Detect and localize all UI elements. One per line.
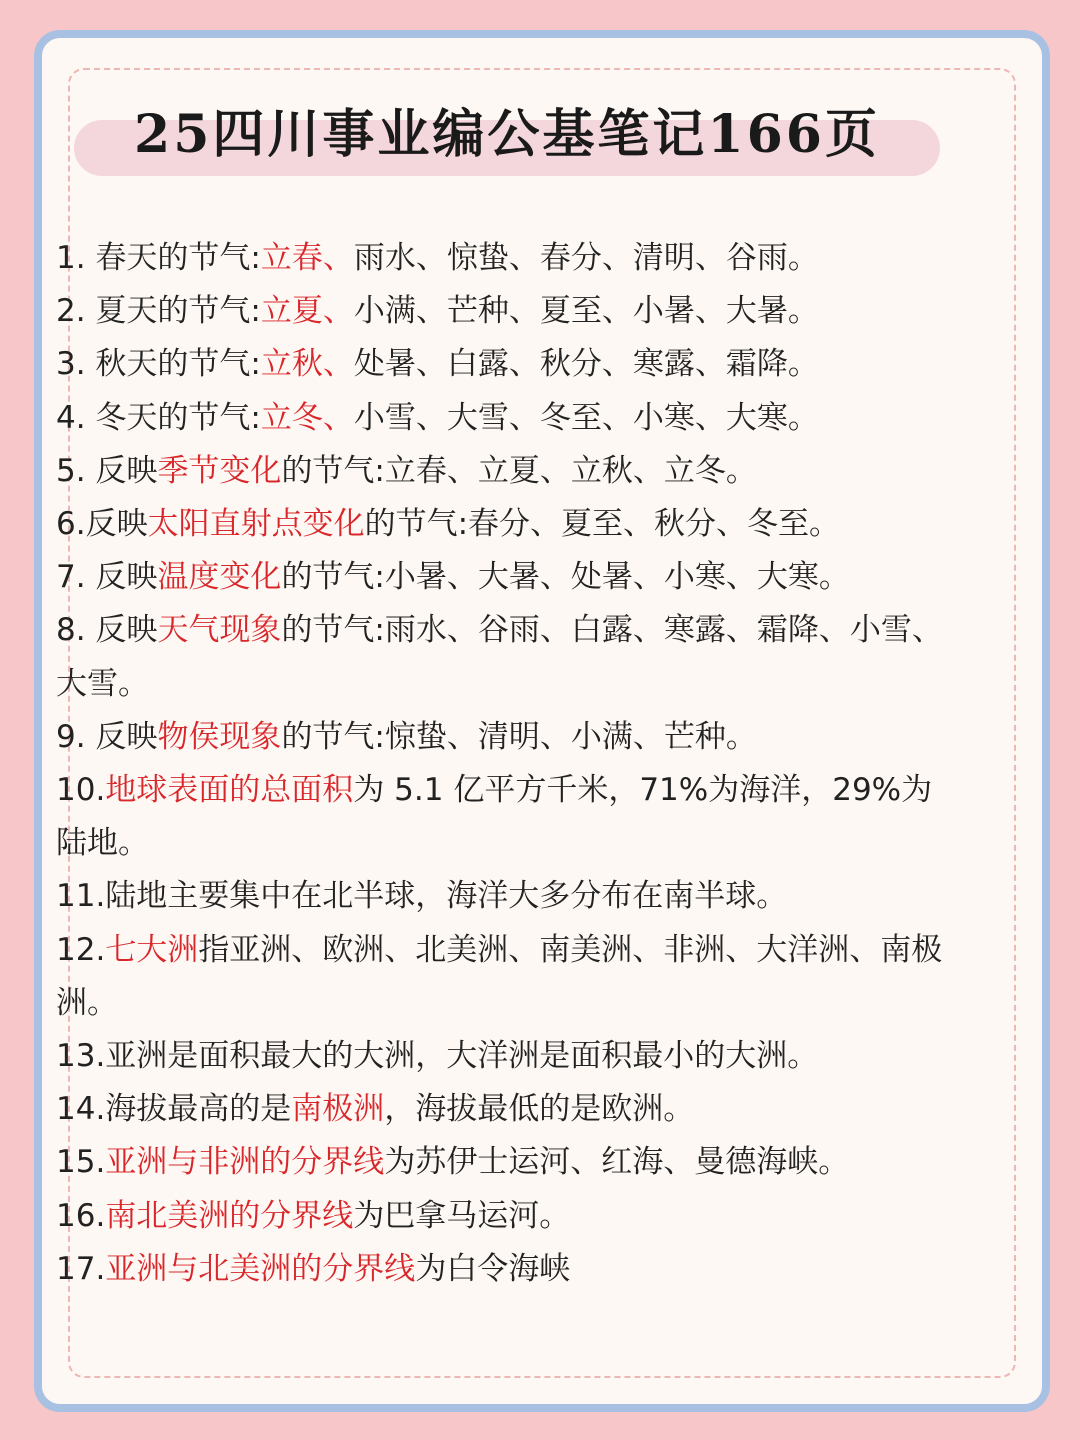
note-item-prefix: 3. 秋天的节气: bbox=[56, 346, 261, 383]
note-item-highlight: 南极洲 bbox=[291, 1091, 385, 1128]
note-list bbox=[56, 232, 962, 1296]
note-item-prefix: 17. bbox=[56, 1250, 106, 1287]
note-item-highlight: 太阳直射点变化 bbox=[147, 506, 365, 543]
note-item-suffix: 为 5.1 亿平方千米，71%为海洋，29%为陆地。 bbox=[56, 772, 933, 862]
note-item-prefix: 6.反映 bbox=[56, 506, 148, 543]
note-item bbox=[56, 924, 962, 1030]
note-item-suffix: 雨水、惊蛰、春分、清明、谷雨。 bbox=[353, 240, 819, 276]
note-item-prefix: 5. 反映 bbox=[56, 452, 158, 489]
note-item bbox=[56, 1136, 962, 1189]
note-item bbox=[56, 1083, 962, 1136]
note-item-prefix: 8. 反映 bbox=[56, 612, 158, 649]
note-item bbox=[56, 1030, 962, 1083]
note-item bbox=[56, 232, 962, 285]
note-item-suffix: 为白令海峡 bbox=[415, 1250, 571, 1287]
note-item-highlight: 季节变化 bbox=[157, 452, 282, 489]
note-item bbox=[56, 498, 962, 551]
note-item-suffix: 小满、芒种、夏至、小暑、大暑。 bbox=[353, 293, 819, 330]
note-item bbox=[56, 338, 962, 391]
note-item-suffix: 的节气:立春、立夏、立秋、立冬。 bbox=[281, 452, 757, 489]
note-item-highlight: 立秋、 bbox=[260, 346, 354, 383]
note-item-prefix: 14.海拔最高的是 bbox=[56, 1091, 292, 1128]
note-item-highlight: 亚洲与非洲的分界线 bbox=[105, 1144, 385, 1181]
note-item bbox=[56, 604, 962, 710]
note-item-suffix: 为巴拿马运河。 bbox=[353, 1197, 571, 1234]
title-block bbox=[74, 98, 940, 178]
note-item-highlight: 南北美洲的分界线 bbox=[105, 1197, 354, 1234]
page-title: 25四川事业编公基笔记166页 bbox=[134, 104, 880, 165]
note-item-prefix: 7. 反映 bbox=[56, 559, 158, 596]
note-item bbox=[56, 392, 962, 445]
note-item-prefix: 4. 冬天的节气: bbox=[56, 399, 261, 436]
note-item-prefix: 9. 反映 bbox=[56, 718, 158, 755]
note-item-prefix: 15. bbox=[56, 1144, 106, 1181]
note-item-prefix: 2. 夏天的节气: bbox=[56, 293, 261, 330]
note-item-highlight: 物侯现象 bbox=[157, 718, 282, 755]
note-item-highlight: 地球表面的总面积 bbox=[105, 772, 354, 809]
note-item-highlight: 立冬、 bbox=[260, 399, 354, 436]
note-item bbox=[56, 711, 962, 764]
note-item-highlight: 七大洲 bbox=[105, 931, 199, 968]
note-item bbox=[56, 551, 962, 604]
note-item-suffix: 的节气:惊蛰、清明、小满、芒种。 bbox=[281, 718, 757, 755]
note-item-suffix: ，海拔最低的是欧洲。 bbox=[384, 1091, 695, 1128]
note-item bbox=[56, 285, 962, 338]
note-item-highlight: 立春、 bbox=[260, 240, 354, 276]
note-item-highlight: 天气现象 bbox=[157, 612, 282, 649]
note-item-highlight: 立夏、 bbox=[260, 293, 354, 330]
note-item bbox=[56, 1243, 962, 1296]
note-item-prefix: 12. bbox=[56, 931, 106, 968]
note-item-suffix: 小雪、大雪、冬至、小寒、大寒。 bbox=[353, 399, 819, 436]
note-item-suffix: 的节气:春分、夏至、秋分、冬至。 bbox=[364, 506, 841, 543]
note-item-prefix: 1. 春天的节气: bbox=[56, 240, 261, 276]
note-item-prefix: 11.陆地主要集中在北半球，海洋大多分布在南半球。 bbox=[56, 878, 788, 915]
note-item bbox=[56, 764, 962, 870]
note-item-suffix: 指亚洲、欧洲、北美洲、南美洲、非洲、大洋洲、南极洲。 bbox=[56, 931, 943, 1021]
note-item-prefix: 10. bbox=[56, 772, 106, 809]
note-item-prefix: 16. bbox=[56, 1197, 106, 1234]
note-item bbox=[56, 870, 962, 923]
note-item bbox=[56, 1190, 962, 1243]
note-item-suffix: 的节气:雨水、谷雨、白露、寒露、霜降、小雪、大雪。 bbox=[56, 612, 943, 702]
note-item-suffix: 处暑、白露、秋分、寒露、霜降。 bbox=[353, 346, 819, 383]
note-item-suffix: 的节气:小暑、大暑、处暑、小寒、大寒。 bbox=[281, 559, 850, 596]
note-item-suffix: 为苏伊士运河、红海、曼德海峡。 bbox=[384, 1144, 850, 1181]
note-item-highlight: 亚洲与北美洲的分界线 bbox=[105, 1250, 416, 1287]
note-item-highlight: 温度变化 bbox=[157, 559, 282, 596]
note-item bbox=[56, 445, 962, 498]
note-item-prefix: 13.亚洲是面积最大的大洲，大洋洲是面积最小的大洲。 bbox=[56, 1038, 819, 1075]
